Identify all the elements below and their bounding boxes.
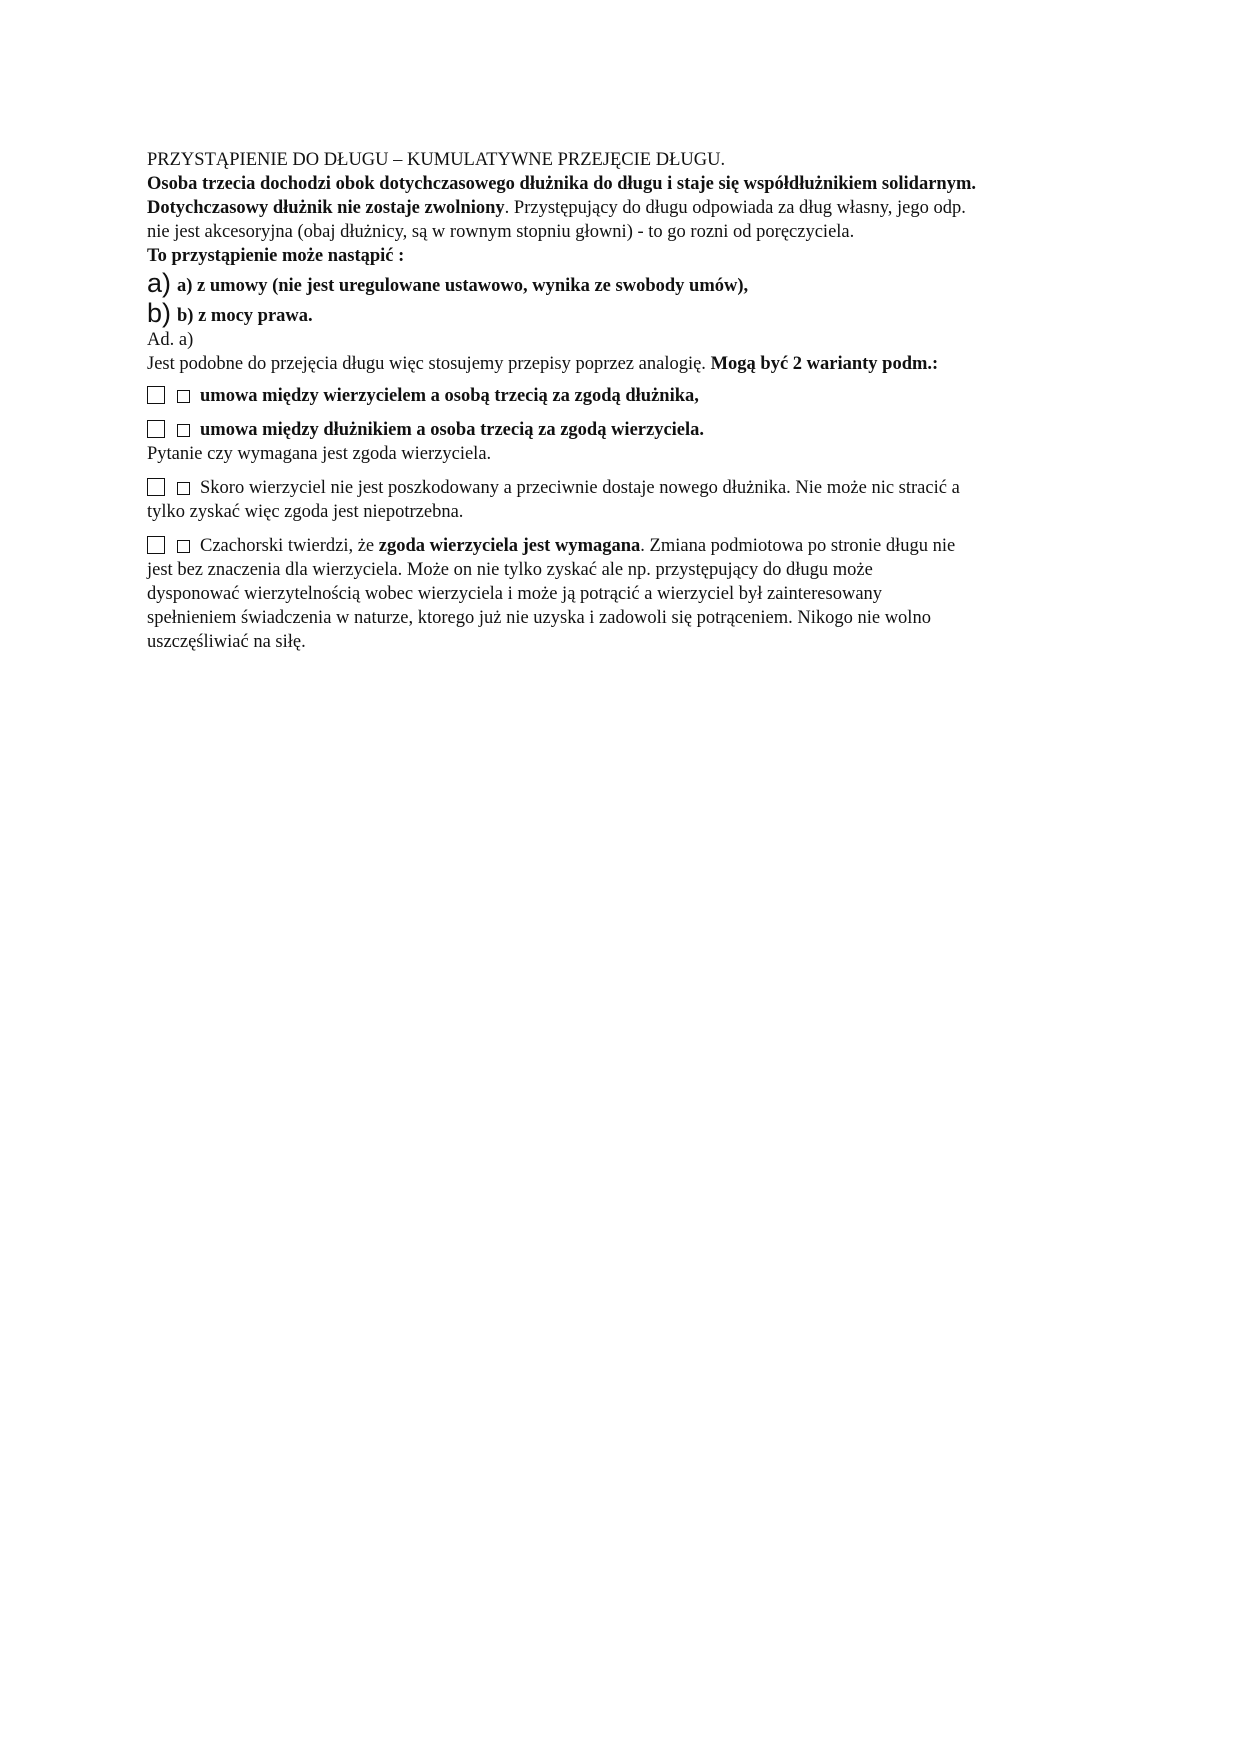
checkbox-large-icon bbox=[147, 420, 165, 438]
option-a bbox=[147, 268, 1097, 298]
intro-line-2-bold: Dotychczasowy dłużnik nie zostaje zwolniony bbox=[147, 198, 505, 218]
opinion-1-line-2: tylko zyskać więc zgoda jest niepotrzebna. bbox=[147, 502, 464, 522]
opinion-2-start: Czachorski twierdzi, że bbox=[200, 536, 379, 556]
option-b-text: b) z mocy prawa. bbox=[177, 306, 313, 326]
option-b-marker: b) bbox=[147, 298, 172, 328]
opinion-1 bbox=[147, 476, 1097, 500]
intro-line-2-normal: . Przystępujący do długu odpowiada za dług własny, jego odp. bbox=[504, 198, 966, 218]
checkbox-small-icon bbox=[177, 390, 190, 403]
variant-2-text: umowa między dłużnikiem a osoba trzecią za zgodą wierzyciela. bbox=[200, 420, 705, 440]
ad-a-label: Ad. a) bbox=[147, 330, 194, 350]
option-b bbox=[147, 298, 1097, 328]
similar-bold: Mogą być 2 warianty podm.: bbox=[710, 354, 939, 374]
checkbox-small-icon bbox=[177, 540, 190, 553]
similar-line bbox=[147, 352, 1097, 376]
opinion-1-line-1: Skoro wierzyciel nie jest poszkodowany a przeciwnie dostaje nowego dłużnika. Nie może nic stracić a bbox=[200, 478, 960, 498]
opinion-2-line-5: uszczęśliwiać na siłę. bbox=[147, 632, 306, 652]
checkbox-large-icon bbox=[147, 536, 165, 554]
opinion-2-line-1 bbox=[200, 534, 955, 558]
checkbox-large-icon bbox=[147, 386, 165, 404]
intro-line-2 bbox=[147, 196, 1097, 220]
question-line: Pytanie czy wymagana jest zgoda wierzyciela. bbox=[147, 444, 492, 464]
checkbox-small-icon bbox=[177, 482, 190, 495]
checkbox-small-icon bbox=[177, 424, 190, 437]
document-title: PRZYSTĄPIENIE DO DŁUGU – KUMULATYWNE PRZEJĘCIE DŁUGU. bbox=[147, 150, 726, 170]
option-a-text: a) z umowy (nie jest uregulowane ustawowo, wynika ze swobody umów), bbox=[177, 276, 749, 296]
opinion-2-line-3: dysponować wierzytelnością wobec wierzyciela i może ją potrącić a wierzyciel był zainteresowany bbox=[147, 584, 883, 604]
similar-normal: Jest podobne do przejęcia długu więc stosujemy przepisy poprzez analogię. bbox=[147, 354, 711, 374]
opinion-2-rest: . Zmiana podmiotowa po stronie długu nie bbox=[640, 536, 956, 556]
intro-line-1: Osoba trzecia dochodzi obok dotychczasowego dłużnika do długu i staje się współdłużnikiem solidarnym. bbox=[147, 174, 976, 194]
document-body bbox=[147, 148, 1097, 654]
checkbox-large-icon bbox=[147, 478, 165, 496]
opinion-2-line-2: jest bez znaczenia dla wierzyciela. Może on nie tylko zyskać ale np. przystępujący do długu może bbox=[147, 560, 873, 580]
opinion-2 bbox=[147, 534, 1097, 558]
intro-line-3: nie jest akcesoryjna (obaj dłużnicy, są w rownym stopniu głowni) - to go rozni od poręczyciela. bbox=[147, 222, 855, 242]
option-a-marker: a) bbox=[147, 268, 172, 298]
opinion-2-line-4: spełnieniem świadczenia w naturze, ktorego już nie uzyska i zadowoli się potrąceniem. Nikogo nie wolno bbox=[147, 608, 931, 628]
variant-1-text: umowa między wierzycielem a osobą trzecią za zgodą dłużnika, bbox=[200, 386, 699, 406]
opinion-2-bold: zgoda wierzyciela jest wymagana bbox=[378, 536, 641, 556]
variant-2 bbox=[147, 418, 1097, 442]
can-happen-heading: To przystąpienie może nastąpić : bbox=[147, 246, 405, 266]
variant-1 bbox=[147, 384, 1097, 408]
